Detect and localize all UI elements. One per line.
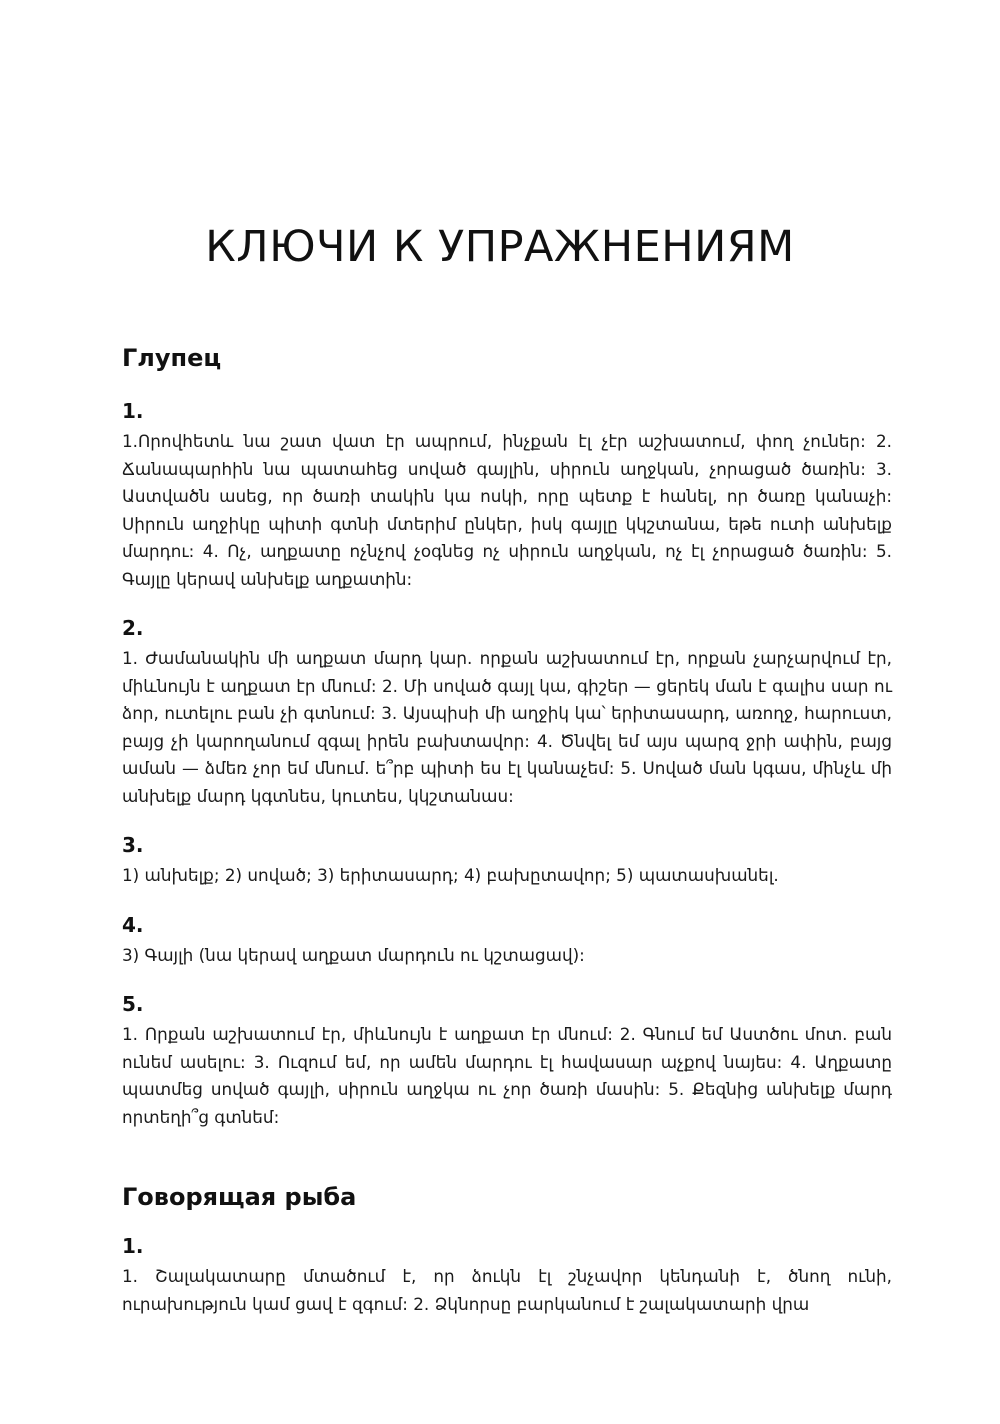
section-title: Говорящая рыба — [122, 1183, 357, 1211]
exercise-block — [122, 398, 892, 593]
exercise-text: 3) Գայլի (նա կերավ աղքատ մարդուն ու կշտացավ): — [122, 944, 585, 965]
exercise-block — [122, 832, 892, 890]
exercise-number: 1. — [122, 1234, 144, 1258]
exercise-number: 1. — [122, 399, 144, 423]
page-content — [122, 344, 892, 1340]
exercise-number: 3. — [122, 833, 144, 857]
exercise-text: 1. Շալակատարը մտածում է, որ ձուկն էլ շնչավոր կենդանի է, ծնող ունի, ուրախություն կամ ցավ է զգում: 2. Ձկնորսը բարկանում է շալակատարի վրա — [122, 1266, 892, 1314]
exercise-number: 5. — [122, 992, 144, 1016]
section-title: Глупец — [122, 344, 222, 372]
exercise-text: 1.Որովհետև նա շատ վատ էր ապրում, ինչքան էլ չէր աշխատում, փող չուներ: 2. Ճանապարհին նա պատահեց սոված գայլին, սիրուն աղջկան, չորացած ծառին: 3. Աստվածն ասեց, որ ծառի տակին կա ոսկի, որը պետք է հանել, որ ծառը կանաչի: Սիրուն աղջիկը պիտի գտնի մտերիմ ընկեր, իսկ գայլը կկշտանա, եթե ուտի անխելք մարդու: 4. Ոչ, աղքատը ոչնչով չօգնեց ոչ սիրուն աղջկան, ոչ էլ չորացած ծառին: 5. Գայլը կերավ անխելք աղքատին: — [122, 431, 892, 589]
exercise-number: 2. — [122, 616, 144, 640]
exercise-text: 1. Որքան աշխատում էր, միևնույն է աղքատ էր մնում: 2. Գնում եմ Աստծու մոտ. բան ունեմ ասելու: 3. Ուզում եմ, որ ամեն մարդու էլ հավասար աչքով նայես: 4. Աղքատը պատմեց սոված գայլի, սիրուն աղջկա ու չոր ծառի մասին: 5. Քեզնից անխելք մարդ որտեղի՞ց գտնեմ: — [122, 1024, 892, 1127]
exercise-block — [122, 615, 892, 810]
exercise-text: 1) անխելք; 2) սոված; 3) երիտասարդ; 4) բախըտավոր; 5) պատասխանել. — [122, 865, 779, 885]
exercise-block — [122, 1233, 892, 1318]
exercise-block — [122, 912, 892, 970]
exercise-block — [122, 991, 892, 1131]
exercise-text: 1. Ժամանակին մի աղքատ մարդ կար. որքան աշխատում էր, որքան չարչարվում էր, միևնույն է աղքատ էր մնում: 2. Մի սոված գայլ կա, գիշեր — ցերեկ ման է գալիս սար ու ձոր, ուտելու բան չի գտնում: 3. Այսպիսի մի աղջիկ կա՝ երիտասարդ, առողջ, հարուստ, բայց չի կարողանում զգալ իրեն բախտավոր: 4. Ծնվել եմ այս պարզ ջրի ափին, բայց աման — ձմեռ չոր եմ մնում. ե՞րբ պիտի ես էլ կանաչեմ: 5. Սոված ման կգաս, մինչև մի անխելք մարդ կգտնես, կուտես, կկշտանաս: — [122, 648, 892, 806]
page-title: КЛЮЧИ К УПРАЖНЕНИЯМ — [205, 222, 795, 272]
exercise-number: 4. — [122, 912, 144, 937]
